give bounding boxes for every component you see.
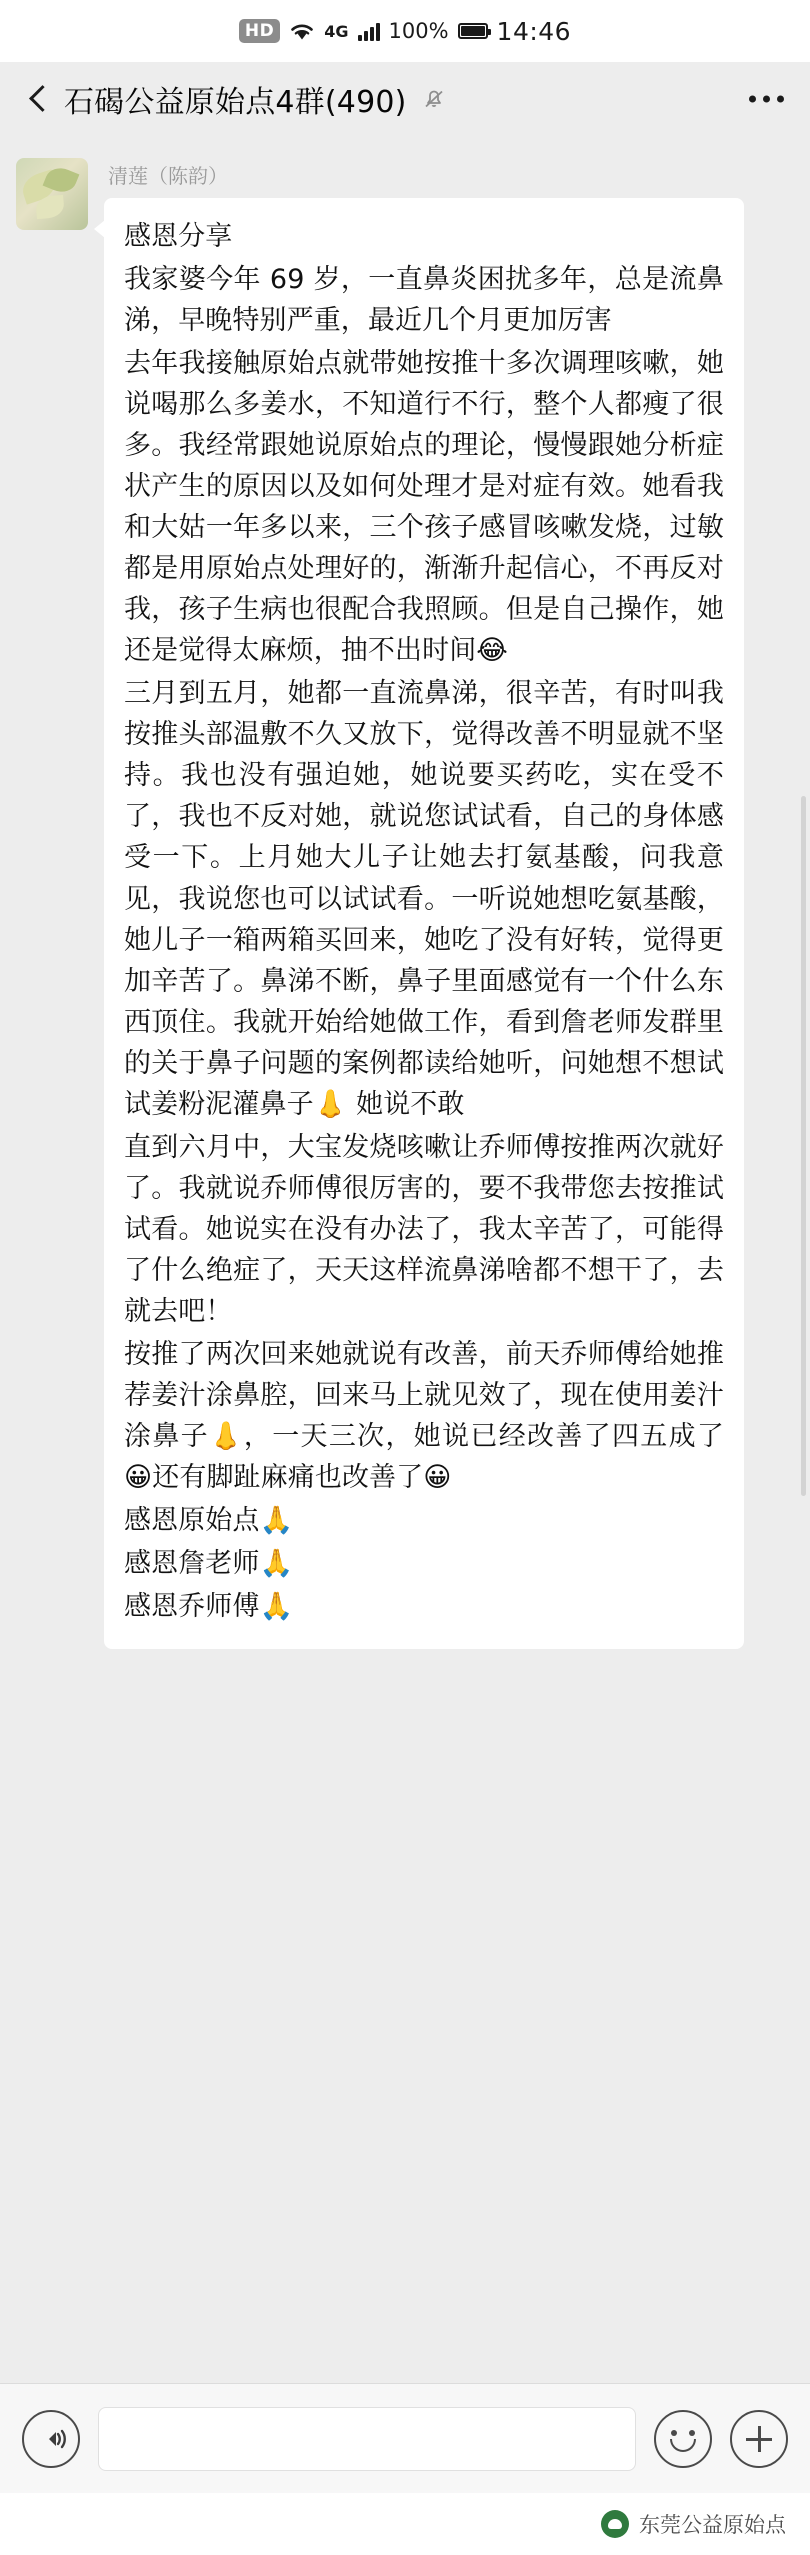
status-bar-indicators xyxy=(239,17,571,46)
more-options-icon[interactable] xyxy=(749,96,784,103)
battery-percent-label: 100% xyxy=(388,19,449,43)
wifi-icon xyxy=(289,21,315,41)
status-bar xyxy=(0,0,810,62)
message-text-input[interactable] xyxy=(98,2407,636,2471)
message-paragraph: 直到六月中，大宝发烧咳嗽让乔师傅按推两次就好了。我就说乔师傅很厉害的，要不我带您去按推试试看。她说实在没有办法了，我太辛苦了，可能得了什么绝症了，天天这样流鼻涕啥都不想干了，去就去吧！ xyxy=(124,1131,724,1327)
message-body xyxy=(104,158,744,1649)
message-paragraph: 感恩詹老师🙏 xyxy=(124,1548,294,1579)
avatar[interactable] xyxy=(16,158,88,230)
message-paragraph: 感恩原始点🙏 xyxy=(124,1504,294,1536)
message-paragraph: 去年我接触原始点就带她按推十多次调理咳嗽，她说喝那么多姜水，不知道行不行，整个人都瘦了很多。我经常跟她说原始点的理论，慢慢跟她分析症状产生的原因以及如何处理才是对症有效。她看我和大姑一年多以来，三个孩子感冒咳嗽发烧，过敏都是用原始点处理好的，渐渐升起信心，不再反对我，孩子生病也很配合我照顾。但是自己操作，她还是觉得太麻烦，抽不出时间😂 xyxy=(124,348,724,667)
official-account-bar[interactable] xyxy=(0,2493,810,2555)
chat-message xyxy=(0,158,810,1649)
message-bubble[interactable] xyxy=(104,198,744,1649)
voice-input-icon[interactable] xyxy=(22,2410,80,2468)
hd-badge: HD xyxy=(239,19,280,43)
chat-message-list[interactable] xyxy=(0,136,810,2430)
message-input-bar xyxy=(0,2383,810,2493)
page-title: 石碣公益原始点4群(490) xyxy=(64,85,407,120)
message-paragraph: 三月到五月，她都一直流鼻涕，很辛苦，有时叫我按推头部温敷不久又放下，觉得改善不明显就不坚持。我也没有强迫她，她说要买药吃，实在受不了，我也不反对她，就说您试试看，自己的身体感受一下。上月她大儿子让她去打氨基酸，问我意见，我说您也可以试试看。一听说她想吃氨基酸，她儿子一箱两箱买回来，她吃了没有好转，觉得更加辛苦了。鼻涕不断，鼻子里面感觉有一个什么东西顶住。我就开始给她做工作，看到詹老师发群里的关于鼻子问题的案例都读给她听，问她想不想试试姜粉泥灌鼻子👃 她说不敢 xyxy=(124,678,724,1120)
mute-bell-icon[interactable] xyxy=(419,84,449,114)
battery-full-icon xyxy=(458,23,488,39)
official-account-name: 东莞公益原始点 xyxy=(639,2513,786,2537)
signal-bars-icon xyxy=(358,21,380,41)
scrollbar[interactable] xyxy=(801,796,806,1496)
official-account-logo xyxy=(601,2510,629,2538)
back-arrow-icon[interactable] xyxy=(22,82,56,116)
message-paragraph: 我家婆今年 69 岁，一直鼻炎困扰多年，总是流鼻涕，早晚特别严重，最近几个月更加厉害 xyxy=(124,264,724,337)
network-type-label: 4G xyxy=(324,21,349,41)
status-bar-clock: 14:46 xyxy=(496,16,572,46)
message-paragraph: 感恩分享 xyxy=(124,221,233,252)
message-paragraph: 按推了两次回来她就说有改善，前天乔师傅给她推荐姜汁涂鼻腔，回来马上就见效了，现在使用姜汁涂鼻子👃，一天三次，她说已经改善了四五成了😀还有脚趾麻痛也改善了😀 xyxy=(124,1338,724,1493)
add-more-icon[interactable] xyxy=(730,2410,788,2468)
nav-bar xyxy=(0,62,810,136)
message-sender-name: 清莲（陈韵） xyxy=(108,164,228,188)
message-paragraph: 感恩乔师傅🙏 xyxy=(124,1591,294,1623)
emoji-icon[interactable] xyxy=(654,2410,712,2468)
